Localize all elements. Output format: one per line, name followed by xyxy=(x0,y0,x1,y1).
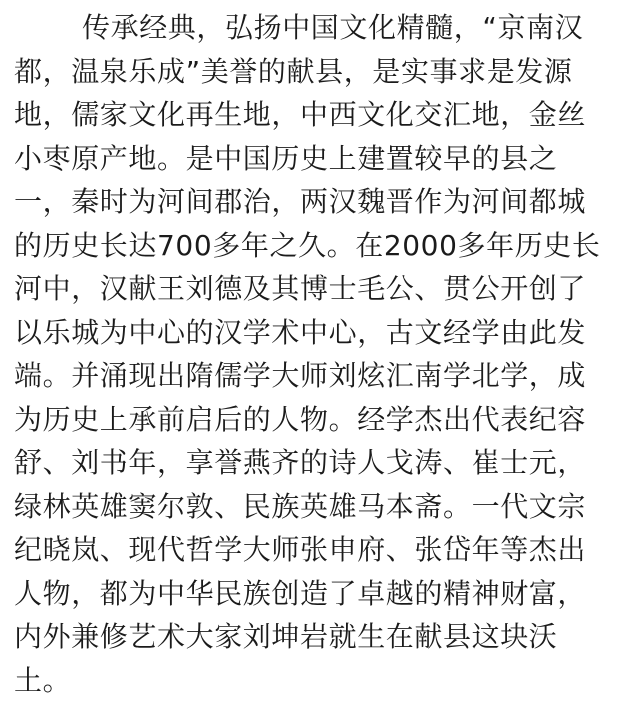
text-line: 的历史长达700多年之久。在2000多年历史长 xyxy=(14,228,601,262)
text-line: 内外兼修艺术大家刘坤岩就生在献县这块沃 xyxy=(14,620,558,653)
text-line: 都，温泉乐成”美誉的献县，是实事求是发源 xyxy=(14,54,573,88)
text-line: 人物，都为中华民族创造了卓越的精神财富， xyxy=(14,576,587,610)
text-line: 传承经典，弘扬中国文化精髓，“京南汉 xyxy=(82,11,584,44)
text-line: 地，儒家文化再生地，中西文化交汇地，金丝 xyxy=(14,98,587,131)
article-paragraph xyxy=(14,6,626,702)
text-line: 绿林英雄窦尔敦、民族英雄马本斋。一代文宗 xyxy=(14,489,587,523)
text-line: 舒、刘书年，享誉燕齐的诗人戈涛、崔士元， xyxy=(14,446,587,479)
text-line: 一，秦时为河间郡治，两汉魏晋作为河间都城 xyxy=(14,185,587,218)
text-line: 以乐城为中心的汉学术中心，古文经学由此发 xyxy=(14,315,587,349)
text-line: 小枣原产地。是中国历史上建置较早的县之 xyxy=(14,141,558,175)
text-line: 为历史上承前启后的人物。经学杰出代表纪容 xyxy=(14,402,587,436)
text-line: 端。并涌现出隋儒学大师刘炫汇南学北学，成 xyxy=(14,359,587,392)
text-line: 纪晓岚、现代哲学大师张申府、张岱年等杰出 xyxy=(14,533,587,566)
text-line: 土。 xyxy=(14,663,72,697)
text-line: 河中，汉献王刘德及其博士毛公、贯公开创了 xyxy=(14,272,587,305)
